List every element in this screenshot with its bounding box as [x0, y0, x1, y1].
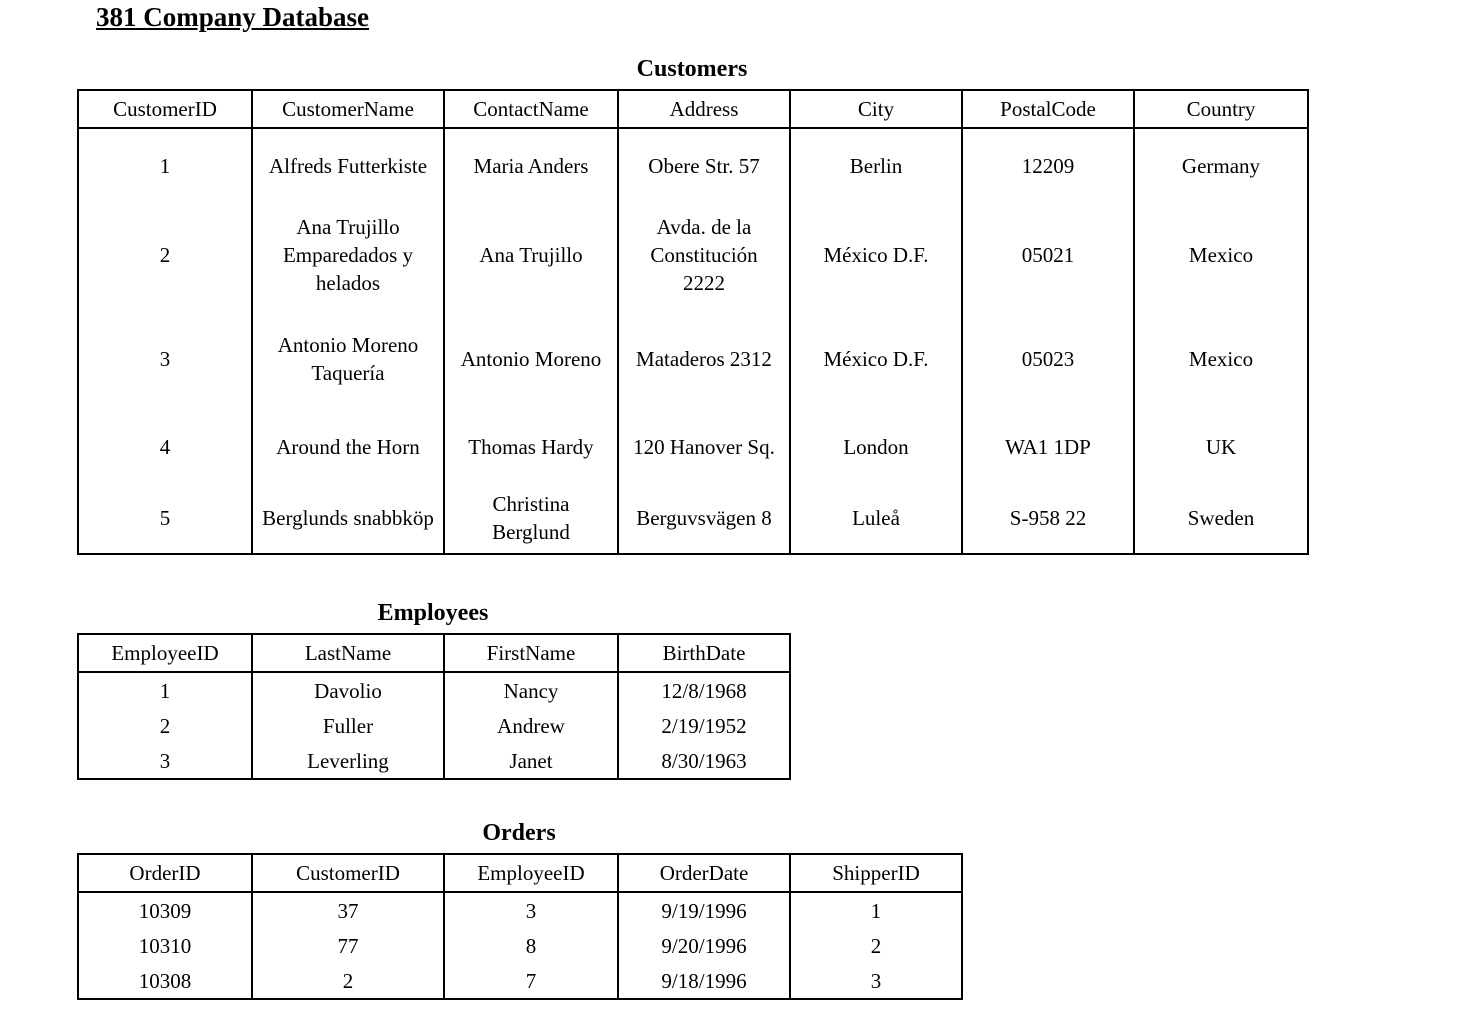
table-cell: Maria Anders — [444, 128, 618, 203]
table-cell: 05023 — [962, 307, 1134, 411]
column-header: EmployeeID — [78, 634, 252, 672]
table-cell: 10309 — [78, 892, 252, 928]
table-cell: México D.F. — [790, 307, 962, 411]
table-cell: Avda. de la Constitución 2222 — [618, 203, 790, 307]
table-cell: Nancy — [444, 672, 618, 708]
table-cell: 12209 — [962, 128, 1134, 203]
column-header: Address — [618, 90, 790, 128]
table-header-row — [78, 634, 790, 672]
table-cell: S-958 22 — [962, 483, 1134, 554]
column-header: CustomerID — [78, 90, 252, 128]
table-cell: Leverling — [252, 743, 444, 779]
table-cell: 10310 — [78, 928, 252, 963]
table-cell: 37 — [252, 892, 444, 928]
table-cell: Germany — [1134, 128, 1308, 203]
table-cell: Janet — [444, 743, 618, 779]
employees-caption: Employees — [377, 600, 489, 626]
table-cell: Obere Str. 57 — [618, 128, 790, 203]
table-cell: Thomas Hardy — [444, 411, 618, 483]
table-cell: 3 — [790, 963, 962, 999]
table-row — [78, 203, 1308, 307]
table-row — [78, 128, 1308, 203]
table-cell: Davolio — [252, 672, 444, 708]
table-cell: Mataderos 2312 — [618, 307, 790, 411]
table-cell: 1 — [78, 672, 252, 708]
table-cell: Berlin — [790, 128, 962, 203]
table-cell: Antonio Moreno — [444, 307, 618, 411]
table-row — [78, 483, 1308, 554]
column-header: BirthDate — [618, 634, 790, 672]
column-header: City — [790, 90, 962, 128]
column-header: ShipperID — [790, 854, 962, 892]
table-cell: Fuller — [252, 708, 444, 743]
column-header: CustomerName — [252, 90, 444, 128]
table-cell: 2 — [252, 963, 444, 999]
customers-caption: Customers — [636, 56, 748, 82]
table-cell: 10308 — [78, 963, 252, 999]
column-header: OrderDate — [618, 854, 790, 892]
table-cell: 2 — [78, 708, 252, 743]
table-cell: 3 — [444, 892, 618, 928]
table-cell: 3 — [78, 743, 252, 779]
table-row — [78, 672, 790, 708]
column-header: LastName — [252, 634, 444, 672]
table-header-row — [78, 90, 1308, 128]
table-cell: 3 — [78, 307, 252, 411]
table-row — [78, 307, 1308, 411]
table-row — [78, 928, 962, 963]
table-row — [78, 963, 962, 999]
table-cell: 7 — [444, 963, 618, 999]
table-cell: México D.F. — [790, 203, 962, 307]
table-cell: 120 Hanover Sq. — [618, 411, 790, 483]
table-cell: 1 — [790, 892, 962, 928]
table-cell: 9/18/1996 — [618, 963, 790, 999]
table-cell: Alfreds Futterkiste — [252, 128, 444, 203]
page-title: 381 Company Database — [96, 2, 370, 32]
table-cell: 2 — [790, 928, 962, 963]
table-cell: Around the Horn — [252, 411, 444, 483]
table-cell: WA1 1DP — [962, 411, 1134, 483]
table-cell: Berglunds snabbköp — [252, 483, 444, 554]
table-cell: Antonio Moreno Taquería — [252, 307, 444, 411]
column-header: PostalCode — [962, 90, 1134, 128]
table-row — [78, 411, 1308, 483]
table-cell: 2/19/1952 — [618, 708, 790, 743]
table-cell: Sweden — [1134, 483, 1308, 554]
table-cell: 8 — [444, 928, 618, 963]
table-cell: Christina Berglund — [444, 483, 618, 554]
column-header: EmployeeID — [444, 854, 618, 892]
table-row — [78, 743, 790, 779]
column-header: Country — [1134, 90, 1308, 128]
table-cell: 77 — [252, 928, 444, 963]
column-header: CustomerID — [252, 854, 444, 892]
table-cell: UK — [1134, 411, 1308, 483]
table-cell: 1 — [78, 128, 252, 203]
table-row — [78, 892, 962, 928]
table-cell: London — [790, 411, 962, 483]
table-cell: 9/19/1996 — [618, 892, 790, 928]
table-cell: 12/8/1968 — [618, 672, 790, 708]
table-header-row — [78, 854, 962, 892]
table-cell: Luleå — [790, 483, 962, 554]
customers-table — [77, 89, 1309, 555]
table-cell: Ana Trujillo Emparedados y helados — [252, 203, 444, 307]
column-header: FirstName — [444, 634, 618, 672]
table-cell: 2 — [78, 203, 252, 307]
table-cell: 4 — [78, 411, 252, 483]
column-header: OrderID — [78, 854, 252, 892]
orders-table — [77, 853, 963, 1000]
column-header: ContactName — [444, 90, 618, 128]
table-row — [78, 708, 790, 743]
employees-table — [77, 633, 791, 780]
table-cell: Mexico — [1134, 307, 1308, 411]
table-cell: 9/20/1996 — [618, 928, 790, 963]
table-cell: 5 — [78, 483, 252, 554]
table-cell: Berguvsvägen 8 — [618, 483, 790, 554]
table-cell: Ana Trujillo — [444, 203, 618, 307]
table-cell: Mexico — [1134, 203, 1308, 307]
table-cell: 8/30/1963 — [618, 743, 790, 779]
table-cell: Andrew — [444, 708, 618, 743]
table-cell: 05021 — [962, 203, 1134, 307]
orders-caption: Orders — [482, 820, 556, 846]
